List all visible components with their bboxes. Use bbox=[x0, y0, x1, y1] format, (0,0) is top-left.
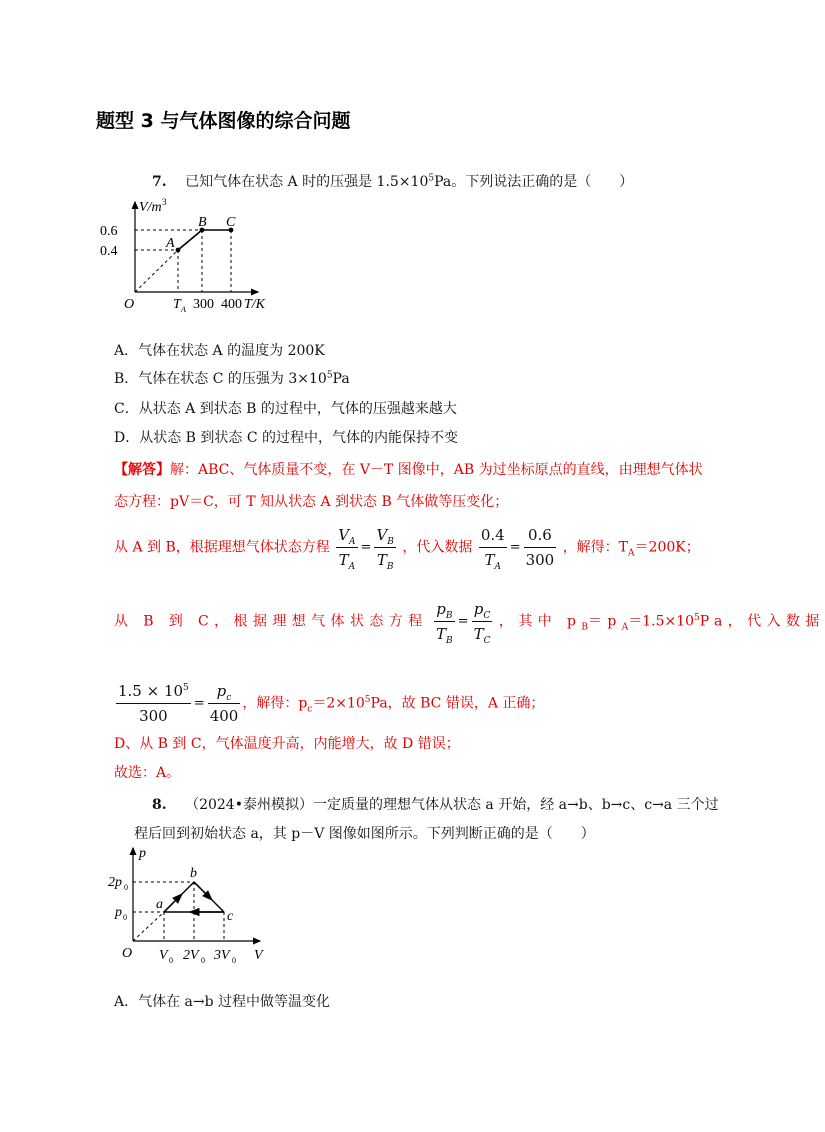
q8-y-tick: 2p bbox=[108, 875, 122, 890]
q7-x-tick: 300 bbox=[193, 297, 214, 312]
q8-point-a-label: a bbox=[156, 897, 163, 912]
q7-stem-tail: Pa。下列说法正确的是（ ） bbox=[434, 174, 634, 190]
answer-text: ，其中 p bbox=[498, 613, 582, 630]
q7-stem bbox=[152, 171, 633, 191]
equals-sign: = bbox=[457, 613, 469, 629]
answer-text: 解：ABC、气体质量不变，在 V－T 图像中，AB 为过坐标原点的直线，由理想气体状 bbox=[170, 462, 703, 478]
answer-sub: A bbox=[628, 548, 635, 559]
q7-number: 7. bbox=[152, 174, 167, 190]
q7-answer-line7: 故选：A。 bbox=[114, 765, 181, 781]
fraction-va-ta: $\frac{V_A}{T_A}$ bbox=[338, 526, 356, 572]
answer-text: 从 A 到 B，根据理想气体状态方程 bbox=[114, 539, 330, 556]
answer-text: ＝2×10 bbox=[312, 695, 365, 712]
answer-text: Pa，故 BC 错误，A 正确； bbox=[370, 695, 545, 712]
fraction-04-ta: $\frac{0.4}{T_A}$ bbox=[480, 526, 505, 572]
q7-option-d[interactable]: D．从状态 B 到状态 C 的过程中，气体的内能保持不变 bbox=[114, 430, 459, 446]
q8-x-tick-sub: 0 bbox=[232, 956, 236, 965]
fraction-15e5-300: $\frac{1.5 \times 10^5}{300}$ bbox=[118, 682, 189, 725]
answer-sub: A bbox=[621, 622, 629, 633]
q7-extension-line bbox=[135, 250, 178, 292]
q7-x-tick: 400 bbox=[221, 297, 242, 312]
q7-answer-line1 bbox=[114, 459, 703, 479]
q7-option-b[interactable] bbox=[114, 368, 350, 388]
section-title: 题型 3 与气体图像的综合问题 bbox=[96, 110, 351, 132]
q8-option-a[interactable]: A．气体在 a→b 过程中做等温变化 bbox=[114, 994, 331, 1010]
q7-stem-text: 已知气体在状态 A 时的压强是 1.5×10 bbox=[185, 174, 429, 190]
q7-answer-line2: 态方程：pV＝C，可 T 知从状态 A 到状态 B 气体做等压变化； bbox=[114, 494, 509, 510]
q7-option-b-unit: Pa bbox=[332, 371, 350, 387]
q7-option-c[interactable]: C．从状态 A 到状态 B 的过程中，气体的压强越来越大 bbox=[114, 401, 457, 417]
q8-point-c-label: c bbox=[227, 909, 234, 924]
q8-origin-label: O bbox=[122, 946, 133, 961]
fraction-pc-400: $\frac{p_c}{400}$ bbox=[209, 682, 239, 725]
q7-point-a-label: A bbox=[166, 236, 175, 251]
q8-stem-line1 bbox=[152, 794, 719, 814]
answer-sub: c bbox=[307, 704, 313, 715]
q7-x-label: T/K bbox=[244, 297, 266, 312]
q7-y-label: V/m bbox=[139, 200, 162, 215]
q8-x-tick: V bbox=[159, 948, 168, 963]
q7-y-tick: 0.6 bbox=[100, 224, 118, 239]
q7-answer-line6: D、从 B 到 C，气体温度升高，内能增大，故 D 错误； bbox=[114, 736, 460, 752]
q7-x-tick-sub: A bbox=[181, 305, 186, 314]
q7-stem-exp: 5 bbox=[428, 173, 435, 184]
fraction-pb-tb: $\frac{p_B}{T_B}$ bbox=[436, 600, 453, 646]
q8-source: （2024•泰州模拟） bbox=[185, 797, 313, 813]
q7-x-tick: T bbox=[173, 297, 181, 312]
answer-text: ＝200K； bbox=[634, 539, 700, 556]
q7-answer-line3 bbox=[114, 524, 700, 571]
q7-y-label-exp: 3 bbox=[162, 197, 167, 207]
q7-answer-line5 bbox=[114, 680, 544, 727]
q7-point-a bbox=[176, 248, 181, 253]
answer-sub: B bbox=[581, 622, 588, 633]
fraction-06-300: $\frac{0.6}{300}$ bbox=[525, 526, 555, 569]
answer-text: ，解得：p bbox=[242, 695, 308, 712]
q8-extension-line bbox=[133, 912, 164, 941]
answer-text: ，代入数据 bbox=[402, 539, 473, 556]
q8-x-tick: 2V bbox=[183, 948, 199, 963]
q8-x-tick: 3V bbox=[214, 948, 230, 963]
answer-text: ＝p bbox=[587, 613, 622, 630]
q8-line-ab bbox=[164, 882, 194, 912]
q8-y-tick-sub: 0 bbox=[124, 883, 128, 892]
answer-exp: 5 bbox=[694, 612, 700, 623]
q7-y-tick: 0.4 bbox=[100, 244, 118, 259]
q8-y-label: p bbox=[139, 846, 146, 861]
q7-line-ab bbox=[178, 230, 202, 250]
q7-option-a[interactable]: A．气体在状态 A 的温度为 200K bbox=[114, 343, 325, 359]
q8-stem-line2: 程后回到初始状态 a，其 p－V 图像如图所示。下列判断正确的是（ ） bbox=[134, 826, 595, 842]
q7-option-b-text: B．气体在状态 C 的压强为 3×10 bbox=[114, 371, 327, 387]
answer-text: Pa，代入数据 bbox=[699, 613, 825, 630]
q7-origin-label: O bbox=[124, 297, 135, 312]
q7-point-c-label: C bbox=[226, 215, 236, 230]
q8-y-tick: p bbox=[115, 905, 122, 920]
q8-x-tick-sub: 0 bbox=[169, 956, 173, 965]
q8-x-tick-sub: 0 bbox=[201, 956, 205, 965]
q7-vt-graph bbox=[100, 192, 300, 317]
equals-sign: = bbox=[193, 695, 205, 711]
q7-point-b-label: B bbox=[198, 215, 207, 230]
q8-pv-graph bbox=[108, 842, 268, 967]
answer-label: 【解答】 bbox=[114, 462, 170, 478]
q8-x-label: V bbox=[254, 948, 263, 963]
equals-sign: = bbox=[509, 539, 521, 555]
q8-number: 8. bbox=[152, 797, 167, 813]
q8-point-b-label: b bbox=[190, 866, 197, 881]
equals-sign: = bbox=[360, 539, 372, 555]
answer-text: ，解得：T bbox=[562, 539, 629, 556]
answer-text: ＝1.5×10 bbox=[628, 613, 695, 630]
q8-line-bc bbox=[194, 882, 224, 912]
q7-option-b-exp: 5 bbox=[326, 370, 333, 381]
q8-y-tick-sub: 0 bbox=[123, 913, 127, 922]
q7-answer-line4 bbox=[114, 598, 825, 645]
answer-exp: 5 bbox=[364, 694, 371, 705]
answer-text: 从 B 到 C，根据理想气体状态方程 bbox=[114, 613, 428, 630]
fraction-vb-tb: $\frac{V_B}{T_B}$ bbox=[376, 526, 394, 572]
q8-stem-text: 一定质量的理想气体从状态 a 开始，经 a→b、b→c、c→a 三个过 bbox=[312, 797, 719, 813]
fraction-pc-tc: $\frac{p_C}{T_C}$ bbox=[473, 600, 491, 646]
